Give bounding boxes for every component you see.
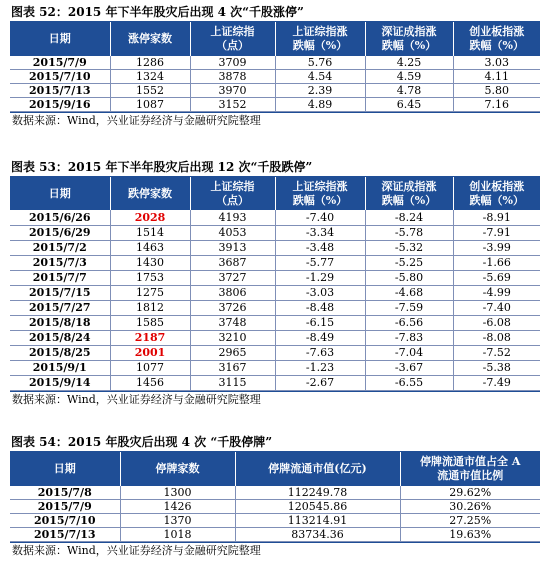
- value-cell: -7.40: [275, 210, 365, 225]
- date-cell: 2015/7/9: [10, 56, 110, 70]
- value-cell: 19.63%: [400, 528, 540, 542]
- value-cell: 3152: [190, 98, 275, 112]
- value-cell: -1.66: [453, 255, 540, 270]
- table-53: [10, 177, 540, 391]
- table-row: [10, 315, 540, 330]
- value-cell: -4.99: [453, 285, 540, 300]
- value-cell: -4.68: [365, 285, 453, 300]
- table-row: [10, 84, 540, 98]
- date-cell: 2015/7/7: [10, 270, 110, 285]
- value-cell: -5.77: [275, 255, 365, 270]
- value-cell: 4.59: [365, 70, 453, 84]
- table-53-section: [10, 158, 540, 408]
- value-cell: 4.25: [365, 56, 453, 70]
- date-cell: 2015/7/15: [10, 285, 110, 300]
- column-header: 停牌流通市值(亿元): [235, 452, 400, 486]
- value-cell: 1087: [110, 98, 190, 112]
- column-header: 日期: [10, 177, 110, 210]
- column-header: 深证成指涨 跌幅（%）: [365, 22, 453, 56]
- value-cell: 27.25%: [400, 514, 540, 528]
- value-cell: 1514: [110, 225, 190, 240]
- value-cell: -8.24: [365, 210, 453, 225]
- value-cell: 3727: [190, 270, 275, 285]
- value-cell: 3167: [190, 360, 275, 375]
- table-54-section: [10, 433, 540, 559]
- table-row: [10, 98, 540, 112]
- date-cell: 2015/9/14: [10, 375, 110, 390]
- date-cell: 2015/6/29: [10, 225, 110, 240]
- date-cell: 2015/7/27: [10, 300, 110, 315]
- date-cell: 2015/8/18: [10, 315, 110, 330]
- value-cell: -8.48: [275, 300, 365, 315]
- column-header: 停牌家数: [120, 452, 235, 486]
- table-row: [10, 375, 540, 390]
- value-cell: 3748: [190, 315, 275, 330]
- value-cell: 3913: [190, 240, 275, 255]
- table-row: [10, 300, 540, 315]
- value-cell: 1300: [120, 486, 235, 500]
- column-header: 涨停家数: [110, 22, 190, 56]
- value-cell: -3.99: [453, 240, 540, 255]
- value-cell: -1.23: [275, 360, 365, 375]
- column-header: 上证综指涨 跌幅（%）: [275, 177, 365, 210]
- value-cell: -6.08: [453, 315, 540, 330]
- value-cell: 1286: [110, 56, 190, 70]
- table-row: [10, 56, 540, 70]
- value-cell: -8.08: [453, 330, 540, 345]
- value-cell: 3687: [190, 255, 275, 270]
- value-cell: -7.04: [365, 345, 453, 360]
- value-cell: 2028: [110, 210, 190, 225]
- value-cell: -8.49: [275, 330, 365, 345]
- value-cell: 1077: [110, 360, 190, 375]
- value-cell: -5.32: [365, 240, 453, 255]
- date-cell: 2015/8/24: [10, 330, 110, 345]
- value-cell: 1426: [120, 500, 235, 514]
- date-cell: 2015/7/13: [10, 84, 110, 98]
- value-cell: -3.34: [275, 225, 365, 240]
- value-cell: -7.52: [453, 345, 540, 360]
- value-cell: 3970: [190, 84, 275, 98]
- date-cell: 2015/7/10: [10, 70, 110, 84]
- table-53-title: 图表 53：2015 年下半年股灾后出现 12 次“千股跌停”: [10, 158, 540, 177]
- column-header: 创业板指涨 跌幅（%）: [453, 22, 540, 56]
- date-cell: 2015/7/9: [10, 500, 120, 514]
- table-row: [10, 210, 540, 225]
- table-row: [10, 486, 540, 500]
- date-cell: 2015/7/2: [10, 240, 110, 255]
- value-cell: -7.63: [275, 345, 365, 360]
- table-54-source: 数据来源：Wind，兴业证券经济与金融研究院整理: [10, 542, 540, 559]
- value-cell: -3.48: [275, 240, 365, 255]
- table-row: [10, 255, 540, 270]
- value-cell: 83734.36: [235, 528, 400, 542]
- value-cell: 3115: [190, 375, 275, 390]
- table-row: [10, 514, 540, 528]
- column-header: 深证成指涨 跌幅（%）: [365, 177, 453, 210]
- column-header: 上证综指涨 跌幅（%）: [275, 22, 365, 56]
- date-cell: 2015/7/3: [10, 255, 110, 270]
- value-cell: 3210: [190, 330, 275, 345]
- value-cell: 1552: [110, 84, 190, 98]
- table-row: [10, 240, 540, 255]
- table-53-source: 数据来源：Wind，兴业证券经济与金融研究院整理: [10, 391, 540, 408]
- date-cell: 2015/9/1: [10, 360, 110, 375]
- value-cell: -5.25: [365, 255, 453, 270]
- value-cell: -5.78: [365, 225, 453, 240]
- table-row: [10, 70, 540, 84]
- date-cell: 2015/7/8: [10, 486, 120, 500]
- value-cell: 1275: [110, 285, 190, 300]
- value-cell: -3.67: [365, 360, 453, 375]
- value-cell: 6.45: [365, 98, 453, 112]
- value-cell: 4.11: [453, 70, 540, 84]
- value-cell: 30.26%: [400, 500, 540, 514]
- value-cell: 1585: [110, 315, 190, 330]
- value-cell: -2.67: [275, 375, 365, 390]
- value-cell: -8.91: [453, 210, 540, 225]
- value-cell: 1463: [110, 240, 190, 255]
- table-52-header-row: [10, 22, 540, 56]
- column-header: 日期: [10, 22, 110, 56]
- table-row: [10, 528, 540, 542]
- value-cell: 120545.86: [235, 500, 400, 514]
- column-header: 创业板指涨 跌幅（%）: [453, 177, 540, 210]
- table-row: [10, 330, 540, 345]
- value-cell: -5.80: [365, 270, 453, 285]
- value-cell: 3726: [190, 300, 275, 315]
- value-cell: -6.55: [365, 375, 453, 390]
- value-cell: 4053: [190, 225, 275, 240]
- value-cell: 4.89: [275, 98, 365, 112]
- value-cell: 3806: [190, 285, 275, 300]
- value-cell: -5.69: [453, 270, 540, 285]
- value-cell: 3.03: [453, 56, 540, 70]
- value-cell: 4.78: [365, 84, 453, 98]
- date-cell: 2015/9/16: [10, 98, 110, 112]
- value-cell: -5.38: [453, 360, 540, 375]
- table-row: [10, 270, 540, 285]
- value-cell: 1018: [120, 528, 235, 542]
- table-53-header-row: [10, 177, 540, 210]
- date-cell: 2015/8/25: [10, 345, 110, 360]
- date-cell: 2015/6/26: [10, 210, 110, 225]
- column-header: 日期: [10, 452, 120, 486]
- value-cell: 5.76: [275, 56, 365, 70]
- value-cell: -7.59: [365, 300, 453, 315]
- value-cell: -7.49: [453, 375, 540, 390]
- value-cell: 4.54: [275, 70, 365, 84]
- column-header: 停牌流通市值占全 A 流通市值比例: [400, 452, 540, 486]
- column-header: 上证综指 （点）: [190, 22, 275, 56]
- table-row: [10, 500, 540, 514]
- value-cell: 2965: [190, 345, 275, 360]
- table-54-title: 图表 54：2015 年股灾后出现 4 次 “千股停牌”: [10, 433, 540, 452]
- table-54-header-row: [10, 452, 540, 486]
- value-cell: 4193: [190, 210, 275, 225]
- table-row: [10, 225, 540, 240]
- table-52-section: [10, 3, 540, 129]
- value-cell: -7.91: [453, 225, 540, 240]
- value-cell: 5.80: [453, 84, 540, 98]
- value-cell: 3709: [190, 56, 275, 70]
- value-cell: -7.40: [453, 300, 540, 315]
- value-cell: 2187: [110, 330, 190, 345]
- value-cell: 2.39: [275, 84, 365, 98]
- value-cell: 112249.78: [235, 486, 400, 500]
- value-cell: -1.29: [275, 270, 365, 285]
- table-54: [10, 452, 540, 542]
- table-52-source: 数据来源：Wind，兴业证券经济与金融研究院整理: [10, 112, 540, 129]
- value-cell: 29.62%: [400, 486, 540, 500]
- value-cell: 1324: [110, 70, 190, 84]
- value-cell: 1812: [110, 300, 190, 315]
- value-cell: 7.16: [453, 98, 540, 112]
- value-cell: -6.15: [275, 315, 365, 330]
- value-cell: -6.56: [365, 315, 453, 330]
- value-cell: 1753: [110, 270, 190, 285]
- value-cell: 113214.91: [235, 514, 400, 528]
- value-cell: 1430: [110, 255, 190, 270]
- value-cell: -3.03: [275, 285, 365, 300]
- value-cell: 1370: [120, 514, 235, 528]
- table-row: [10, 360, 540, 375]
- date-cell: 2015/7/13: [10, 528, 120, 542]
- date-cell: 2015/7/10: [10, 514, 120, 528]
- value-cell: 2001: [110, 345, 190, 360]
- table-52-title: 图表 52：2015 年下半年股灾后出现 4 次“千股涨停”: [10, 3, 540, 22]
- column-header: 跌停家数: [110, 177, 190, 210]
- column-header: 上证综指 （点）: [190, 177, 275, 210]
- table-row: [10, 345, 540, 360]
- value-cell: -7.83: [365, 330, 453, 345]
- table-row: [10, 285, 540, 300]
- value-cell: 3878: [190, 70, 275, 84]
- value-cell: 1456: [110, 375, 190, 390]
- table-52: [10, 22, 540, 112]
